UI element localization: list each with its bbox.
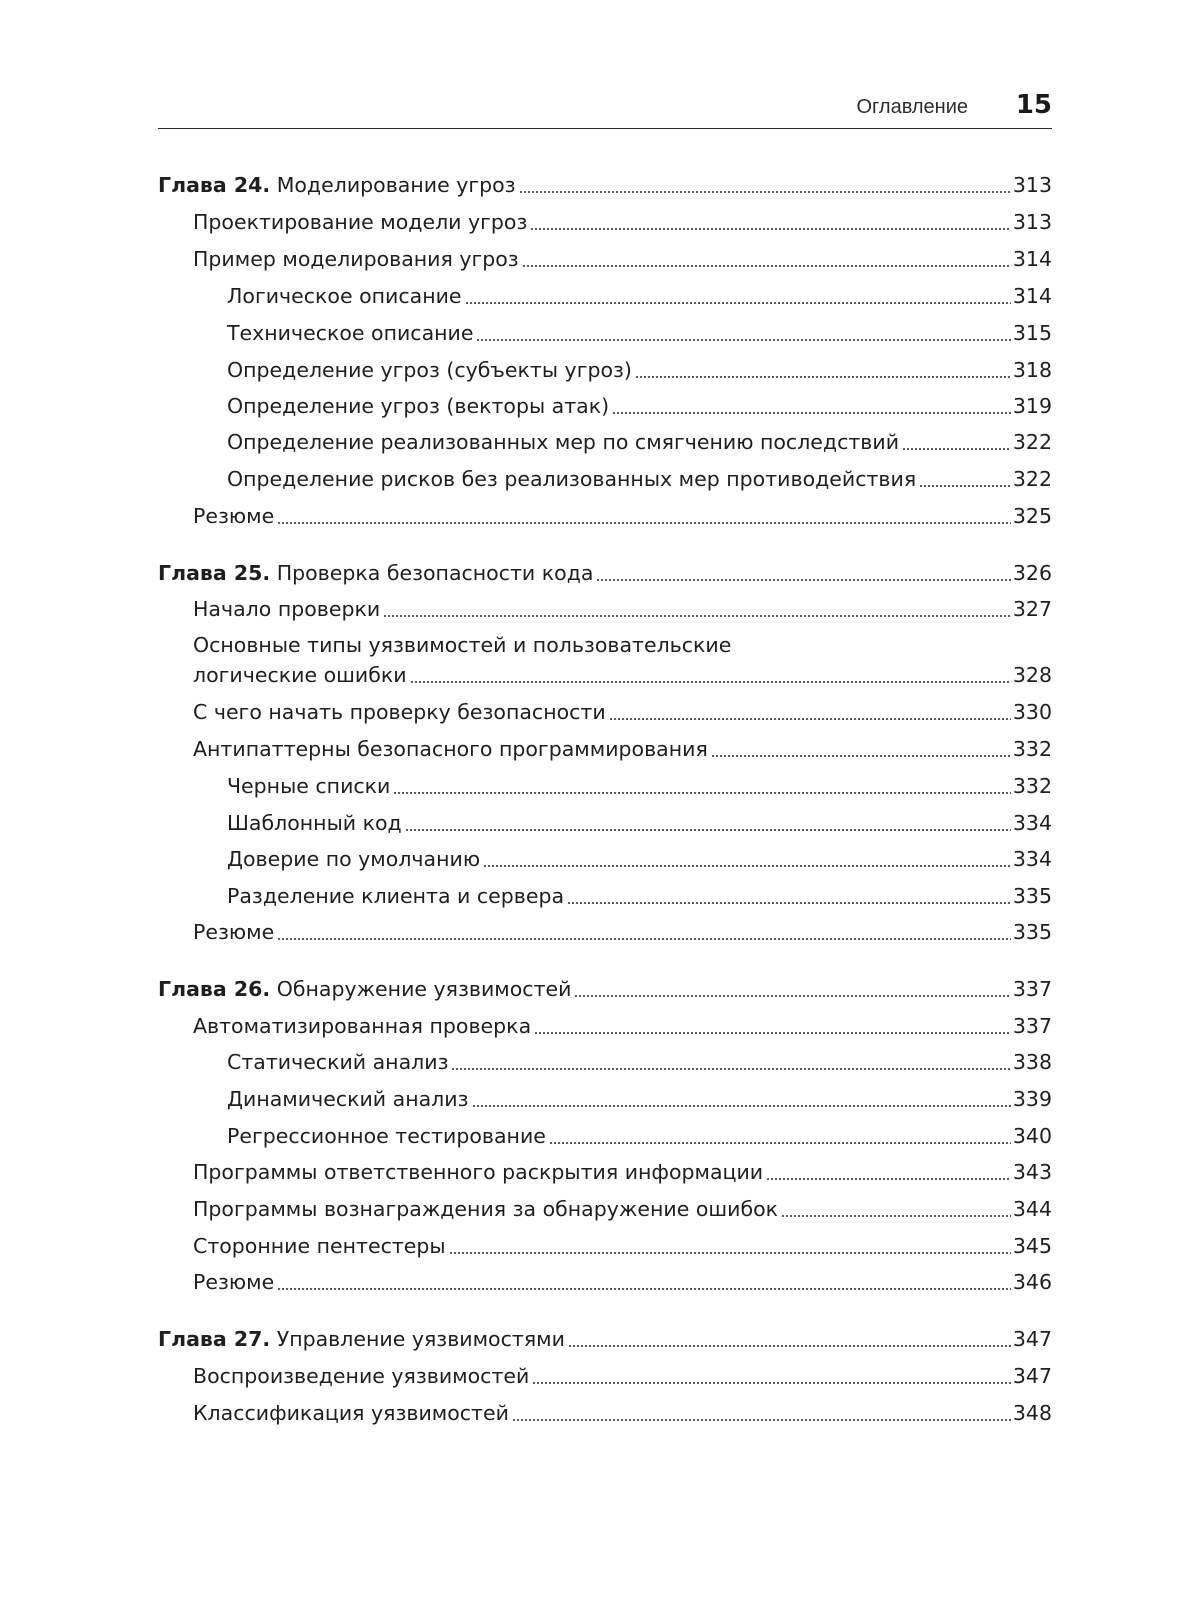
toc-page-number: 345 bbox=[1012, 1234, 1052, 1258]
toc-entry-title: Определение угроз (субъекты угроз) bbox=[227, 358, 632, 382]
dot-leader bbox=[277, 1288, 1011, 1290]
toc-page-number: 326 bbox=[1012, 561, 1052, 585]
toc-entry-title: Антипаттерны безопасного программирования bbox=[193, 737, 708, 761]
dot-leader bbox=[277, 938, 1011, 940]
dot-leader bbox=[635, 376, 1011, 378]
toc-entry-title bbox=[158, 170, 516, 200]
toc-page-number: 330 bbox=[1012, 700, 1052, 724]
toc-entry-title: Определение рисков без реализованных мер противодействия bbox=[227, 467, 917, 491]
toc-entry bbox=[227, 355, 1052, 385]
toc-entry-title: Проектирование модели угроз bbox=[193, 210, 528, 234]
toc-entry-title: Логическое описание bbox=[227, 284, 462, 308]
toc-entry bbox=[193, 501, 1052, 531]
toc-entry-title: Определение реализованных мер по смягчению последствий bbox=[227, 430, 900, 454]
toc-entry-title: Разделение клиента и сервера bbox=[227, 884, 565, 908]
dot-leader bbox=[609, 718, 1011, 720]
toc-page-number: 340 bbox=[1012, 1124, 1052, 1148]
toc-entry bbox=[193, 1267, 1052, 1297]
running-title: Оглавление bbox=[856, 96, 968, 118]
toc-page-number: 346 bbox=[1012, 1270, 1052, 1294]
toc-entry-title bbox=[158, 558, 593, 588]
toc-page-number: 328 bbox=[1012, 663, 1052, 687]
toc-entry bbox=[193, 207, 1052, 237]
dot-leader bbox=[405, 829, 1011, 831]
toc-chapter-25 bbox=[158, 558, 1052, 588]
dot-leader bbox=[465, 302, 1011, 304]
toc-entry-title: Программы ответственного раскрытия информации bbox=[193, 1160, 764, 1184]
chapter-label: Глава 25. bbox=[158, 561, 271, 585]
toc-entry-title: Техническое описание bbox=[227, 321, 474, 345]
toc-entry bbox=[227, 1047, 1052, 1077]
toc-page-number: 313 bbox=[1012, 210, 1052, 234]
toc-page-number: 322 bbox=[1012, 430, 1052, 454]
toc-page-number: 343 bbox=[1012, 1160, 1052, 1184]
toc-entry bbox=[227, 808, 1052, 838]
toc-entry bbox=[227, 281, 1052, 311]
toc-page-number: 322 bbox=[1012, 467, 1052, 491]
toc-entry-title: Резюме bbox=[193, 920, 275, 944]
toc-chapter-24 bbox=[158, 170, 1052, 200]
toc-chapter-27 bbox=[158, 1324, 1052, 1354]
toc-entry bbox=[227, 391, 1052, 421]
toc-page-number: 327 bbox=[1012, 597, 1052, 621]
dot-leader bbox=[476, 339, 1010, 341]
chapter-label: Глава 26. bbox=[158, 977, 271, 1001]
toc-entry-title: Шаблонный код bbox=[227, 811, 402, 835]
dot-leader bbox=[711, 755, 1011, 757]
toc-page-number: 337 bbox=[1012, 977, 1052, 1001]
toc-entry bbox=[227, 1084, 1052, 1114]
toc-entry bbox=[193, 244, 1052, 274]
dot-leader bbox=[549, 1142, 1011, 1144]
toc-page-number: 347 bbox=[1012, 1364, 1052, 1388]
toc-entry-title: Программы вознаграждения за обнаружение ошибок bbox=[193, 1197, 779, 1221]
toc-page-number: 334 bbox=[1012, 847, 1052, 871]
dot-leader bbox=[472, 1105, 1011, 1107]
toc-page-number: 325 bbox=[1012, 504, 1052, 528]
chapter-label: Глава 24. bbox=[158, 173, 271, 197]
toc-entry bbox=[227, 881, 1052, 911]
dot-leader bbox=[277, 522, 1011, 524]
dot-leader bbox=[596, 579, 1010, 581]
toc-entry-title: Регрессионное тестирование bbox=[227, 1124, 546, 1148]
chapter-title: Проверка безопасности кода bbox=[276, 561, 594, 585]
toc-page-number: 337 bbox=[1012, 1014, 1052, 1038]
toc-entry-title: Классификация уязвимостей bbox=[193, 1401, 509, 1425]
toc-page-number: 332 bbox=[1012, 737, 1052, 761]
toc-page-number: 318 bbox=[1012, 358, 1052, 382]
dot-leader bbox=[568, 1345, 1011, 1347]
toc-entry bbox=[193, 594, 1052, 624]
toc-entry bbox=[227, 1121, 1052, 1151]
dot-leader bbox=[383, 615, 1011, 617]
dot-leader bbox=[534, 1032, 1011, 1034]
toc-entry-title: Начало проверки bbox=[193, 597, 381, 621]
toc-entry-title: Черные списки bbox=[227, 774, 391, 798]
running-header bbox=[158, 88, 1052, 129]
dot-leader bbox=[530, 228, 1010, 230]
toc-entry-title: Динамический анализ bbox=[227, 1087, 469, 1111]
toc-page-number: 315 bbox=[1012, 321, 1052, 345]
toc-entry-title: Воспроизведение уязвимостей bbox=[193, 1364, 530, 1388]
dot-leader bbox=[522, 265, 1011, 267]
toc-entry bbox=[193, 1398, 1052, 1428]
dot-leader bbox=[612, 412, 1011, 414]
dot-leader bbox=[567, 902, 1011, 904]
dot-leader bbox=[410, 681, 1011, 683]
dot-leader bbox=[393, 792, 1010, 794]
toc-page-number: 334 bbox=[1012, 811, 1052, 835]
toc-entry-title bbox=[158, 1324, 565, 1354]
dot-leader bbox=[902, 448, 1011, 450]
toc-entry-title: Резюме bbox=[193, 1270, 275, 1294]
chapter-title: Управление уязвимостями bbox=[276, 1327, 565, 1351]
toc-entry-title: Резюме bbox=[193, 504, 275, 528]
toc-page-number: 314 bbox=[1012, 247, 1052, 271]
dot-leader bbox=[766, 1178, 1011, 1180]
toc-entry-title bbox=[158, 974, 571, 1004]
toc-entry bbox=[227, 427, 1052, 457]
chapter-label: Глава 27. bbox=[158, 1327, 271, 1351]
chapter-title: Моделирование угроз bbox=[276, 173, 516, 197]
toc-entry-title: Статический анализ bbox=[227, 1050, 449, 1074]
toc-page-number: 347 bbox=[1012, 1327, 1052, 1351]
toc-chapter-26 bbox=[158, 974, 1052, 1004]
dot-leader bbox=[519, 191, 1011, 193]
toc-entry bbox=[227, 464, 1052, 494]
toc-entry-title: С чего начать проверку безопасности bbox=[193, 700, 606, 724]
toc-entry-title: Доверие по умолчанию bbox=[227, 847, 481, 871]
toc-page-number: 319 bbox=[1012, 394, 1052, 418]
dot-leader bbox=[574, 995, 1010, 997]
toc-page-number: 339 bbox=[1012, 1087, 1052, 1111]
toc-entry-line2 bbox=[193, 660, 1052, 690]
dot-leader bbox=[919, 485, 1011, 487]
dot-leader bbox=[532, 1382, 1011, 1384]
toc-entry bbox=[193, 1231, 1052, 1261]
page-number: 15 bbox=[1015, 90, 1052, 120]
toc-entry bbox=[193, 734, 1052, 764]
toc-entry bbox=[193, 697, 1052, 727]
toc-entry-title-line1: Основные типы уязвимостей и пользовательские bbox=[193, 633, 732, 657]
toc-page-number: 314 bbox=[1012, 284, 1052, 308]
dot-leader bbox=[483, 865, 1011, 867]
toc-entry-multiline bbox=[193, 630, 1052, 690]
toc-entry-title: Сторонние пентестеры bbox=[193, 1234, 446, 1258]
toc-page-number: 332 bbox=[1012, 774, 1052, 798]
dot-leader bbox=[781, 1215, 1011, 1217]
toc-page-number: 313 bbox=[1012, 173, 1052, 197]
toc-entry-title-line2: логические ошибки bbox=[193, 663, 407, 687]
toc-entry bbox=[227, 844, 1052, 874]
toc-entry bbox=[227, 771, 1052, 801]
toc-entry bbox=[193, 917, 1052, 947]
toc-entry-title: Пример моделирования угроз bbox=[193, 247, 519, 271]
toc-entry bbox=[227, 318, 1052, 348]
toc-page-number: 335 bbox=[1012, 920, 1052, 944]
toc-page-number: 344 bbox=[1012, 1197, 1052, 1221]
dot-leader bbox=[451, 1068, 1010, 1070]
toc-page-number: 338 bbox=[1012, 1050, 1052, 1074]
toc-page-number: 348 bbox=[1012, 1401, 1052, 1425]
chapter-title: Обнаружение уязвимостей bbox=[276, 977, 572, 1001]
toc-entry bbox=[193, 1157, 1052, 1187]
toc-page-number: 335 bbox=[1012, 884, 1052, 908]
toc-entry bbox=[193, 1361, 1052, 1391]
toc-entry bbox=[193, 1011, 1052, 1041]
toc-entry-title: Автоматизированная проверка bbox=[193, 1014, 532, 1038]
dot-leader bbox=[512, 1419, 1011, 1421]
toc-entry bbox=[193, 1194, 1052, 1224]
toc-entry-title: Определение угроз (векторы атак) bbox=[227, 394, 610, 418]
dot-leader bbox=[449, 1252, 1011, 1254]
